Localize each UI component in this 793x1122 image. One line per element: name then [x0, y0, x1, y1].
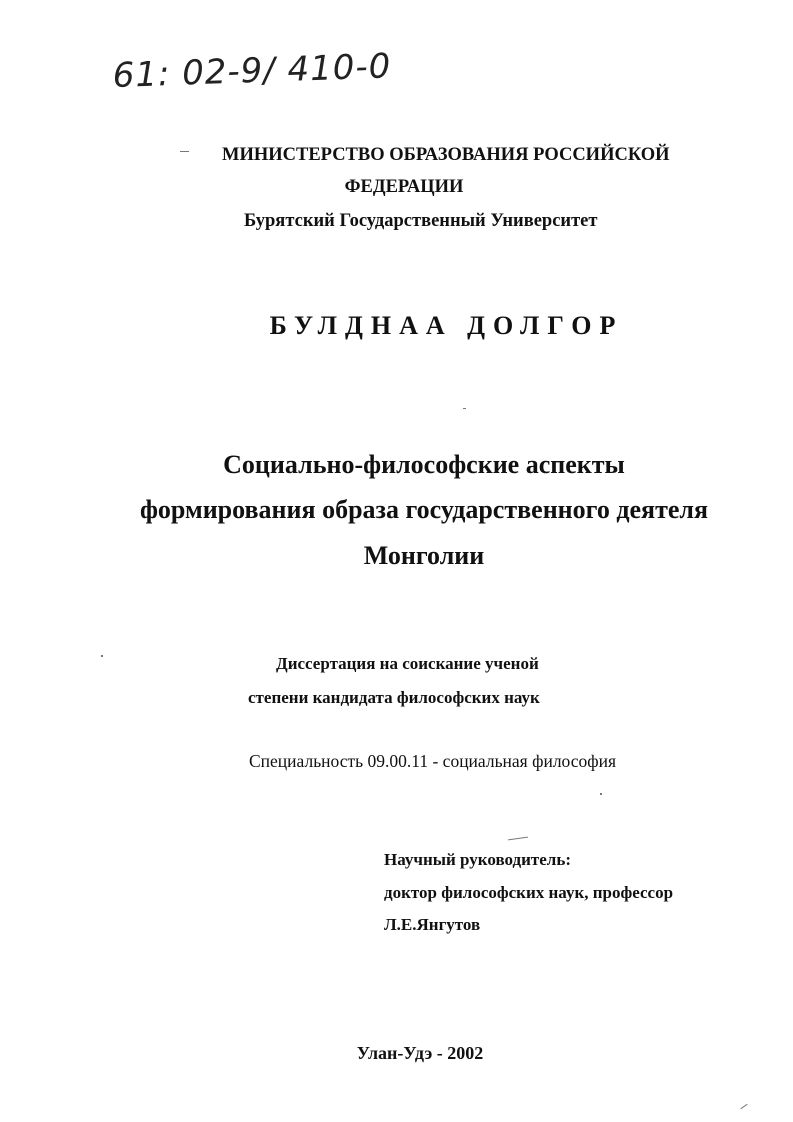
dissertation-type-line-1: Диссертация на соискание ученой [276, 654, 539, 673]
dissertation-title-line-1: Социально-философские аспекты [223, 450, 625, 479]
scan-speck [101, 655, 103, 657]
supervisor-name: Л.Е.Янгутов [384, 915, 481, 934]
scan-speck [600, 793, 602, 795]
ministry-line-2: ФЕДЕРАЦИИ [344, 177, 464, 197]
dissertation-type-line-2: степени кандидата философских наук [248, 688, 540, 707]
scan-speck [508, 837, 528, 841]
supervisor-label: Научный руководитель: [384, 850, 571, 869]
specialty-line: Специальность 09.00.11 - социальная философия [249, 751, 617, 771]
author-name: БУЛДНАА ДОЛГОР [269, 311, 624, 340]
ministry-line-1: МИНИСТЕРСТВО ОБРАЗОВАНИЯ РОССИЙСКОЙ [222, 145, 670, 165]
dissertation-title-line-2: формирования образа государственного деятеля [139, 495, 709, 524]
university-name: Бурятский Государственный Университет [244, 211, 598, 231]
dissertation-title-line-3: Монголии [363, 541, 485, 570]
city-year: Улан-Удэ - 2002 [356, 1043, 484, 1063]
supervisor-degree: доктор философских наук, профессор [384, 883, 674, 902]
scan-speck [463, 408, 466, 409]
scan-speck [740, 1104, 747, 1109]
handwritten-call-number: 61: 02-9/ 410-0 [112, 46, 392, 96]
scan-speck [180, 151, 189, 152]
